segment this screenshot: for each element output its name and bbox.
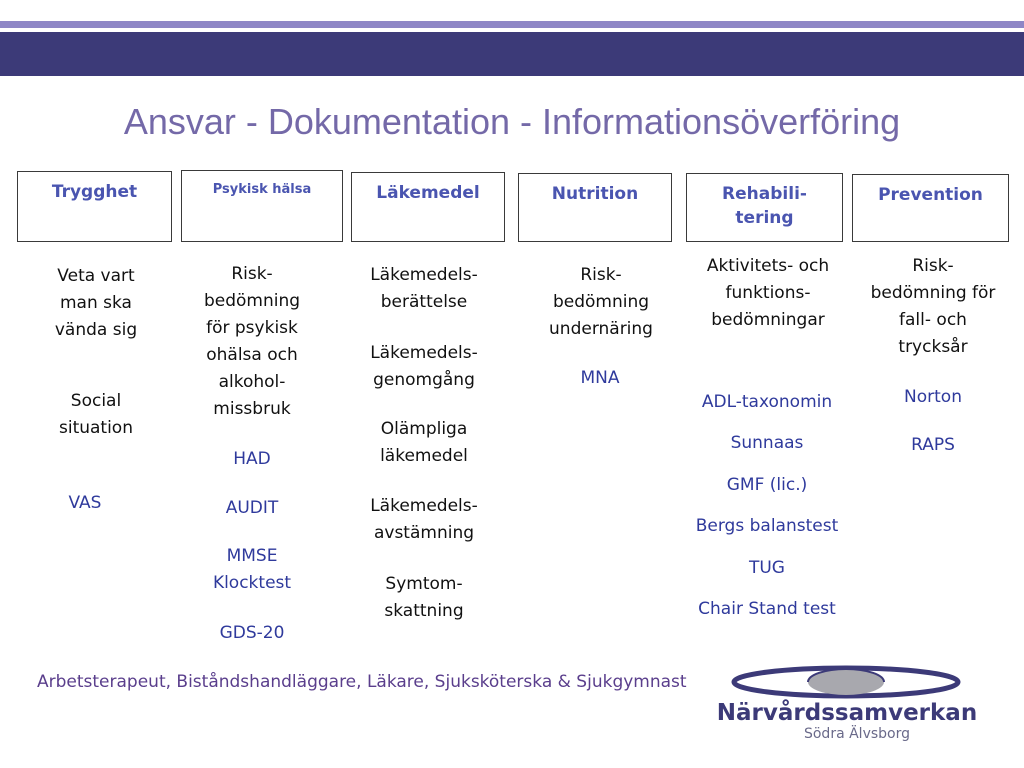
- item-line: bedömning för: [870, 283, 996, 303]
- column-header-trygghet: [17, 171, 172, 242]
- tool-vas: [25, 490, 145, 517]
- header-line: tering: [735, 208, 794, 228]
- item-line: skattning: [384, 601, 464, 621]
- item-line: fall- och: [899, 310, 967, 330]
- item-line: läkemedel: [380, 446, 468, 466]
- item-line: trycksår: [898, 337, 968, 357]
- item-veta-vart: [17, 263, 175, 344]
- tool-line: Klocktest: [212, 573, 292, 593]
- item-line: Symtom-: [385, 574, 463, 594]
- logo: [712, 662, 982, 752]
- item-line: alkohol-: [218, 372, 286, 392]
- header-line: Prevention: [878, 185, 983, 205]
- tool-line: Bergs balanstest: [695, 516, 839, 536]
- tool-chair-stand-test: [676, 596, 858, 623]
- item-line: Risk-: [912, 256, 954, 276]
- header-line: Psykisk hälsa: [212, 182, 312, 197]
- page-title: Ansvar - Dokumentation - Informationsöverföring: [123, 101, 901, 142]
- item-line: avstämning: [373, 523, 475, 543]
- item-line: Läkemedels-: [370, 343, 478, 363]
- column-header-rehabilitering: [686, 173, 843, 242]
- tool-line: TUG: [748, 558, 785, 578]
- tool-line: HAD: [233, 449, 271, 469]
- tool-line: Norton: [904, 387, 962, 407]
- column-header-prevention: [852, 174, 1009, 242]
- tool-tug: [676, 555, 858, 582]
- item-line: Aktivitets- och: [706, 256, 830, 276]
- item-riskbedomning-fall-trycksar: [858, 253, 1008, 361]
- column-header-psykisk-halsa: [181, 170, 343, 242]
- tool-line: Chair Stand test: [698, 599, 836, 619]
- item-line: Läkemedels-: [370, 265, 478, 285]
- header-line: Trygghet: [51, 182, 138, 202]
- item-olampliga-lakemedel: [351, 416, 497, 470]
- tool-gmf: [676, 472, 858, 499]
- item-line: Olämpliga: [380, 419, 468, 439]
- tool-gds-20: [181, 620, 323, 647]
- item-line: genomgång: [373, 370, 475, 390]
- logo-name: Närvårdssamverkan: [716, 700, 978, 726]
- tool-had: [181, 446, 323, 473]
- item-line: berättelse: [380, 292, 468, 312]
- tool-line: MMSE: [226, 546, 278, 566]
- tool-line: AUDIT: [225, 498, 279, 518]
- tool-norton: [872, 384, 994, 411]
- item-aktivitets-funktionsbedomningar: [686, 253, 850, 334]
- tool-line: VAS: [68, 493, 102, 513]
- item-social-situation: [17, 388, 175, 442]
- item-line: vända sig: [54, 320, 138, 340]
- tool-mna: [540, 365, 660, 392]
- tool-audit: [181, 495, 323, 522]
- item-riskbedomning-undernaring: [526, 262, 676, 343]
- tool-line: RAPS: [911, 435, 955, 455]
- item-line: Veta vart: [57, 266, 135, 286]
- column-header-lakemedel: [351, 172, 505, 242]
- item-line: Social: [70, 391, 122, 411]
- item-line: Risk-: [231, 264, 273, 284]
- item-line: bedömningar: [711, 310, 825, 330]
- column-header-nutrition: [518, 173, 672, 242]
- tool-raps: [872, 432, 994, 459]
- item-line: man ska: [60, 293, 132, 313]
- tool-sunnaas: [676, 430, 858, 457]
- tool-line: ADL-taxonomin: [701, 392, 833, 412]
- item-line: bedömning: [552, 292, 650, 312]
- tool-line: GDS-20: [219, 623, 285, 643]
- item-line: för psykisk: [206, 318, 298, 338]
- item-line: situation: [58, 418, 133, 438]
- item-line: Läkemedels-: [370, 496, 478, 516]
- tool-line: Sunnaas: [730, 433, 804, 453]
- item-lakemedelsavstamning: [351, 493, 497, 547]
- header-line: Nutrition: [551, 184, 639, 204]
- item-line: Risk-: [580, 265, 622, 285]
- tool-mmse-klocktest: [181, 543, 323, 597]
- tool-line: MNA: [580, 368, 620, 388]
- tool-line: GMF (lic.): [726, 475, 808, 495]
- item-lakemedelsberattelse: [351, 262, 497, 316]
- top-accent-band: [0, 21, 1024, 28]
- tool-adl-taxonomin: [676, 389, 858, 416]
- tool-bergs-balanstest: [676, 513, 858, 540]
- header-line: Rehabili-: [722, 184, 807, 204]
- item-line: ohälsa och: [206, 345, 298, 365]
- item-riskbedomning-psykisk: [181, 261, 323, 423]
- header-line: Läkemedel: [376, 183, 480, 203]
- item-lakemedelsgenomgang: [351, 340, 497, 394]
- item-line: funktions-: [725, 283, 811, 303]
- item-line: bedömning: [203, 291, 301, 311]
- logo-ellipse-icon: [712, 662, 982, 702]
- logo-subtitle: Södra Älvsborg: [803, 726, 911, 742]
- item-symtomskattning: [351, 571, 497, 625]
- footer-professions: Arbetsterapeut, Biståndshandläggare, Läkare, Sjuksköterska & Sjukgymnast: [37, 672, 687, 692]
- item-line: missbruk: [213, 399, 291, 419]
- header-band: [0, 32, 1024, 76]
- item-line: undernäring: [549, 319, 653, 339]
